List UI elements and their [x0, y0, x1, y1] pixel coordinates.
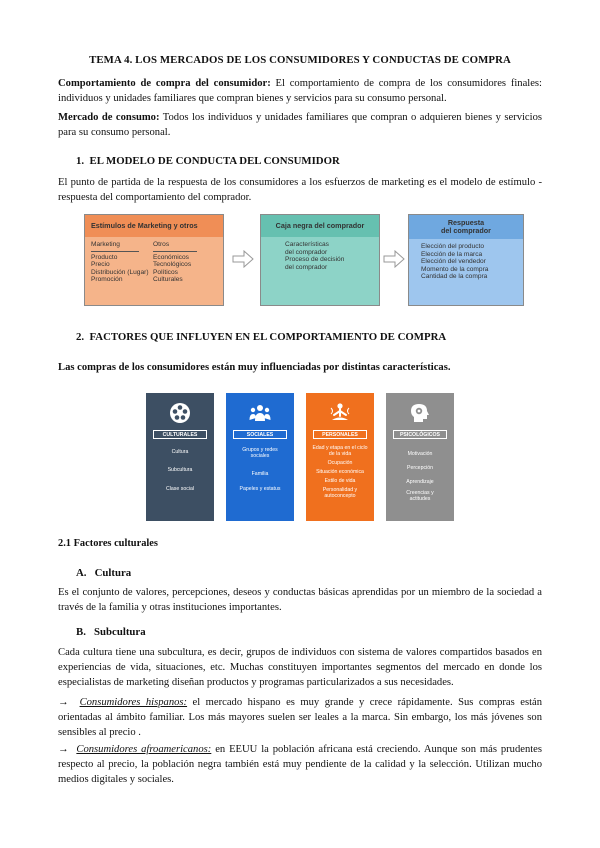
- definition-comportamiento: [58, 76, 542, 106]
- section-1-heading: [76, 155, 560, 167]
- factor-card-personales: [306, 393, 374, 521]
- definition-text: Todos los individuos y unidades familiares que compran o adquieren bienes y servicios para su consumo personal.: [58, 112, 542, 138]
- box-header: [409, 215, 523, 239]
- factor-card-culturales: [146, 393, 214, 521]
- section-a-heading: [76, 567, 560, 579]
- section-1-text: El punto de partida de la respuesta de los consumidores a los esfuerzos de marketing es el modelo de estímulo - respuesta del comportamiento del comprador.: [58, 177, 542, 203]
- list-item: Promoción: [91, 276, 123, 284]
- section-title: EL MODELO DE CONDUCTA DEL CONSUMIDOR: [89, 155, 340, 167]
- factor-item: Grupos y redes sociales: [242, 447, 278, 460]
- list-item: Momento de la compra: [421, 265, 489, 273]
- factor-item: Motivación: [407, 451, 433, 457]
- factor-label: PSICOLÓGICOS: [393, 430, 447, 439]
- definition-text: El comportamiento de compra de los consumidores finales: individuos y unidades familiares que compran bienes y servicios para su consumo personal.: [58, 78, 542, 104]
- factors-diagram: [146, 393, 454, 521]
- factor-item: Creencias y actitudes: [406, 490, 434, 503]
- factor-item: Personalidad y autoconcepto: [322, 487, 358, 500]
- list-item: Elección de la marca: [421, 250, 483, 258]
- list-item: Proceso de decisión: [285, 256, 345, 264]
- factor-label: CULTURALES: [153, 430, 207, 439]
- factor-label: SOCIALES: [233, 430, 287, 439]
- section-2-1-heading: 2.1 Factores culturales: [58, 538, 158, 549]
- factor-item: Aprendizaje: [406, 479, 434, 485]
- arrow-right-icon: →: [58, 744, 69, 755]
- section-b-heading: [76, 626, 560, 638]
- factor-item: Estilo de vida: [324, 478, 356, 484]
- stimulus-response-diagram: [84, 214, 524, 308]
- factor-item: Familia: [251, 471, 269, 477]
- factor-item: Cultura: [171, 449, 189, 455]
- head-gear-icon: [408, 401, 432, 425]
- list-item: del comprador: [285, 248, 328, 256]
- list-item: del comprador: [285, 263, 328, 271]
- list-item: Distribución (Lugar): [91, 268, 149, 276]
- section-letter: A.: [76, 567, 87, 579]
- factor-label: PERSONALES: [313, 430, 367, 439]
- list-item: Culturales: [153, 276, 183, 284]
- factor-card-psicologicos: [386, 393, 454, 521]
- list-item: Tecnológicos: [153, 261, 192, 269]
- factor-item: Edad y etapa en el ciclo de la vida: [312, 445, 368, 458]
- section-2-subtitle: Las compras de los consumidores están muy influenciadas por distintas características.: [58, 362, 451, 373]
- section-title: Subcultura: [94, 626, 146, 638]
- section-b-text: Cada cultura tiene una subcultura, es decir, grupos de individuos con sistema de valores compartidos basados en experiencias de vida, situaciones, etc. Muchas constituyen importantes segmentos del mercado en donde los especialistas de marketing diseñan productos y programas particularizados a sus necesidades.: [58, 647, 542, 688]
- list-item: Precio: [91, 261, 110, 269]
- list-item: Cantidad de la compra: [421, 273, 488, 281]
- definition-mercado: [58, 110, 542, 140]
- section-title: FACTORES QUE INFLUYEN EN EL COMPORTAMIENTO DE COMPRA: [89, 331, 447, 343]
- section-title: Cultura: [94, 567, 132, 579]
- arrow-right-icon: →: [58, 697, 69, 708]
- buyer-black-box: [260, 214, 380, 306]
- list-item: Producto: [91, 253, 118, 261]
- list-item: Económicos: [153, 253, 189, 261]
- col-head-marketing: Marketing: [91, 241, 120, 248]
- factor-item: Clase social: [166, 486, 194, 492]
- bullet-term: Consumidores hispanos:: [79, 697, 188, 708]
- buyer-response-box: [408, 214, 524, 306]
- film-reel-icon: [168, 401, 192, 425]
- section-number: 1.: [76, 155, 85, 167]
- factor-item: Subcultura: [167, 467, 193, 473]
- factor-card-sociales: [226, 393, 294, 521]
- bullet-text: en EEUU la población africana está creciendo. Aunque son más prudentes respecto al precio, la población negra también está muy pendiente de la calidad y la selección. Utilizan mucho medios digitales y sociales.: [58, 744, 543, 785]
- list-item: Elección del vendedor: [421, 258, 486, 266]
- section-a-text: Es el conjunto de valores, percepciones, deseos y conductas básicas aprendidas por un miembro de la sociedad a través de la familia y otras instituciones importantes.: [58, 587, 542, 613]
- definition-term: Mercado de consumo:: [58, 112, 160, 123]
- section-letter: B.: [76, 626, 86, 638]
- list-item: Políticos: [153, 268, 178, 276]
- bullet-text: el mercado hispano es muy grande y crece rápidamente. Sus compras están orientadas al ámbito familiar. Los más mayores suelen ser leales a la marca. Sin embargo, los más jóvenes son sensibles al precio .: [58, 697, 543, 738]
- meditation-icon: [328, 401, 352, 425]
- section-number: 2.: [76, 331, 85, 343]
- arrow-right-icon: [383, 250, 405, 268]
- bullet-afroamericanos: [58, 742, 542, 787]
- col-head-otros: Otros: [153, 241, 170, 248]
- list-item: Características: [285, 241, 329, 248]
- bullet-term: Consumidores afroamericanos:: [76, 744, 212, 755]
- marketing-stimuli-box: [84, 214, 224, 306]
- factor-item: Ocupación: [327, 460, 353, 466]
- section-2-heading: [76, 331, 560, 343]
- box-header: Estímulos de Marketing y otros: [85, 215, 223, 237]
- box-header: Caja negra del comprador: [261, 215, 379, 237]
- arrow-right-icon: [232, 250, 254, 268]
- factor-item: Percepción: [407, 465, 433, 471]
- box-header-line: del comprador: [441, 226, 491, 235]
- factor-item: Situación económica: [316, 469, 364, 475]
- page-title: TEMA 4. LOS MERCADOS DE LOS CONSUMIDORES Y CONDUCTAS DE COMPRA: [89, 54, 511, 66]
- people-group-icon: [248, 401, 272, 425]
- factor-item: Papeles y estatus: [239, 486, 281, 492]
- list-item: Elección del producto: [421, 243, 485, 250]
- definition-term: Comportamiento de compra del consumidor:: [58, 78, 271, 89]
- bullet-hispanos: [58, 695, 542, 740]
- box-header-line: Respuesta: [447, 218, 485, 227]
